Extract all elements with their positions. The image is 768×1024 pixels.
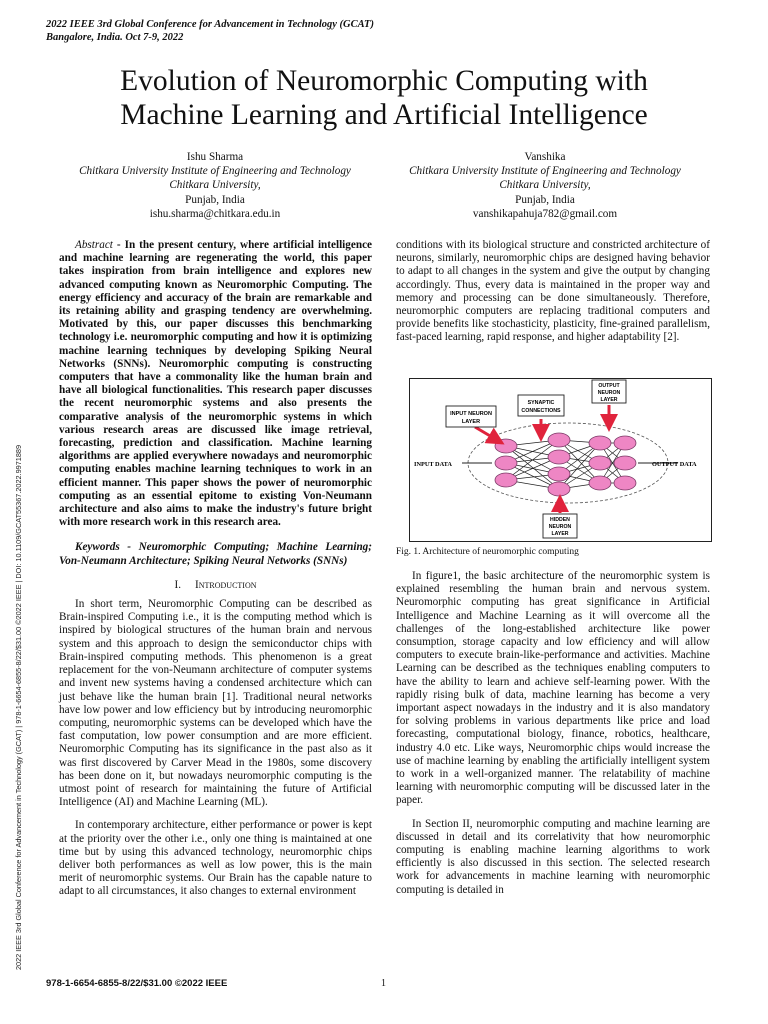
author-email[interactable]: ishu.sharma@chitkara.edu.in	[149, 207, 281, 220]
footer-isbn: 978-1-6654-6855-8/22/$31.00 ©2022 IEEE	[46, 978, 228, 989]
output-data-label: OUTPUT DATA	[652, 461, 697, 468]
neuron-node	[495, 473, 517, 487]
hidden-neuron-label-1: HIDDEN	[550, 517, 570, 523]
author-university: Chitkara University,	[499, 179, 591, 192]
conference-line-1: 2022 IEEE 3rd Global Conference for Advancement in Technology (GCAT)	[46, 19, 374, 30]
left-column	[59, 239, 372, 899]
neuron-node	[589, 436, 611, 450]
intro-paragraph-1: In short term, Neuromorphic Computing can be described as Brain-inspired Computing i.e., it is the computing method which is inspired by biological structures of the human brain and nervous system and this approach to design the semiconductor chips with Brain-inspired computing methods. This phenomenon is a great replacement for the von-Neumann architecture of computer systems and invent new systems having a condensed architecture which can just behave like the human brain [1]. Traditional neural networks have low power and low efficiency but by introducing neuromorphic computing, neuromorphic systems can be developed which have the fast computation, low power consumption and are more efficient. Neuromorphic Computing has its significance in the past also as it was first discovered by Carver Mead in the 1980s, some discovery has been done on it, but nowadays neuromorphic computing is the utmost point of research for maintaining the future of Artificial Intelligence (AI) and Machine Learning (ML).	[59, 598, 372, 809]
doi-sidebar	[14, 444, 34, 990]
input-neuron-label-1: INPUT NEURON	[450, 411, 492, 417]
synaptic-label-2: CONNECTIONS	[521, 408, 561, 414]
input-neuron-label-2: LAYER	[461, 419, 481, 425]
figure-1	[409, 378, 712, 542]
section-heading	[59, 579, 372, 592]
neuron-node	[495, 456, 517, 470]
paper-title	[40, 64, 728, 132]
neuron-node	[614, 476, 636, 490]
input-data-label: INPUT DATA	[414, 461, 452, 468]
author-location: Punjab, India	[515, 193, 575, 206]
right-paragraph-1: conditions with its biological structure and constricted architecture of neurons, similarly, neuromorphic chips are designed having behavior to adapt to all changes in the system and give the output by changing accordingly. Thus, every data is maintained in the proper way and memory and processing can be done simultaneously. Therefore, neuromorphic computers are replacing traditional computers and provide benefits like stochasticity, plasticity, fine-grained parallelism, fast-paced learning, rapid response, and higher adaptability [2].	[396, 239, 710, 344]
output-neuron-label-2: NEURON	[597, 390, 621, 396]
abstract-text: - In the present century, where artificial intelligence and machine learning are regenerating the world, this paper takes inspiration from brain intelligence and explores new advanced computing known as Neuromorphic Computing. The energy efficiency and accuracy of the brain are remarkable and its retaining ability and grasping tendency are overwhelming. Motivated by this, our paper discusses this benchmarking technology i.e. neuromorphic computing and how it is optimizing machine learning techniques by developing Spiking Neural Networks (SNNs). Neuromorphic computing is constructing computers that have a commonality like the human brain and have all biological functionalities. This research paper discusses the recent neuromorphic systems and also presents the comparative analysis of the neuromorphic systems in which various research areas are discussed like image retrieval, forecasting, prediction and classification. Machine learning algorithms are applied everywhere nowadays and neuromorphic computing enables machine learning techniques to work in an efficient manner. This paper shows the power of neuromorphic computing as an essential epitome to existing Von-Neumann architecture and also aims to make the industry's future bright with more research work in this research area.	[59, 239, 372, 529]
neuron-node	[548, 482, 570, 496]
neuromorphic-architecture-diagram	[410, 379, 711, 541]
conference-line-2: Bangalore, India. Oct 7-9, 2022	[46, 32, 184, 43]
author-university: Chitkara University,	[169, 179, 261, 192]
abstract	[59, 239, 372, 529]
right-column-top	[396, 239, 710, 345]
neuron-node	[589, 476, 611, 490]
keywords: Keywords - Neuromorphic Computing; Machine Learning; Von-Neumann Architecture; Spiking Neural Networks (SNNs)	[59, 541, 372, 567]
title-line-2: Machine Learning and Artificial Intelligence	[120, 99, 648, 131]
neuron-node	[548, 450, 570, 464]
author-affiliation: Chitkara University Institute of Engineering and Technology	[79, 165, 351, 178]
section-title: Introduction	[195, 578, 257, 591]
page-number: 1	[381, 978, 386, 989]
neuron-node	[614, 436, 636, 450]
author-name: Ishu Sharma	[186, 151, 244, 163]
author-location: Punjab, India	[185, 193, 245, 206]
neuron-nodes	[495, 433, 636, 496]
author-name: Vanshika	[524, 151, 566, 163]
right-column-bottom	[396, 570, 710, 897]
author-2	[360, 150, 730, 221]
figure-caption: Fig. 1. Architecture of neuromorphic computing	[396, 547, 579, 557]
hidden-neuron-label-2: NEURON	[548, 524, 572, 530]
neuron-node	[589, 456, 611, 470]
title-line-1: Evolution of Neuromorphic Computing with	[120, 65, 648, 97]
neuron-node	[548, 467, 570, 481]
output-neuron-label-3: LAYER	[600, 397, 618, 403]
author-1	[32, 150, 398, 221]
input-layer-arrow	[475, 427, 502, 443]
output-neuron-label-1: OUTPUT	[598, 383, 620, 389]
doi-sidebar-text: 2022 IEEE 3rd Global Conference for Advancement in Technology (GCAT) | 978-1-6654-6855-8/22/$31.00 ©2022 IEEE | DOI: 10.1109/GCAT55367.2022.9971889	[14, 444, 23, 970]
hidden-neuron-label-3: LAYER	[551, 531, 569, 537]
author-affiliation: Chitkara University Institute of Engineering and Technology	[409, 165, 681, 178]
neuron-node	[614, 456, 636, 470]
right-paragraph-2: In figure1, the basic architecture of the neuromorphic system is explained resembling the human brain and nervous system. Neuromorphic computing has great significance in Artificial Intelligence and Machine Learning as it will overcome all the challenges of the long-established architecture like power consumption, storage capacity and low efficiency and will allow computers to execute brain-like-performance and activities. Machine Learning can be described as the techniques enabling computers to have the ability to learn and achieve self-learning power. With the rapidly rising bulk of data, machine learning has become a very important aspect nowadays in the industry and it is also mandatory for solving problems in various departments like price and load forecasting, computational biology, finance, robotics, healthcare, industry 4.0 etc. Like ways, Neuromorphic chips would increase the use of machine learning by enabling the artificially intelligent system to work in a well-organized manner. The relatability of machine learning with neuromorphic computing will be discussed later in the paper.	[396, 570, 710, 807]
neuron-node	[548, 433, 570, 447]
intro-paragraph-2: In contemporary architecture, either performance or power is kept at the priority over the other i.e., only one thing is maintained at one time but by using this advanced technology, neuromorphic chips deliver both performances as well as low power, this is the main merit of neuromorphic systems. Our Brain has the capable nature to adapt to all circumstances, it also changes to external environment	[59, 819, 372, 898]
abstract-label: Abstract	[75, 239, 113, 251]
author-email[interactable]: vanshikapahuja782@gmail.com	[472, 207, 618, 220]
author-block	[40, 150, 728, 225]
right-paragraph-3: In Section II, neuromorphic computing and machine learning are discussed in detail and its correlativity that how neuromorphic computing is enabling machine learning algorithms to work efficiently is also discussed in this section. The selected research work for advancements in machine learning with neuromorphic computing is detailed in	[396, 817, 710, 896]
conference-header	[46, 18, 374, 44]
section-number: I.	[174, 578, 182, 591]
synaptic-label-1: SYNAPTIC	[527, 400, 555, 406]
